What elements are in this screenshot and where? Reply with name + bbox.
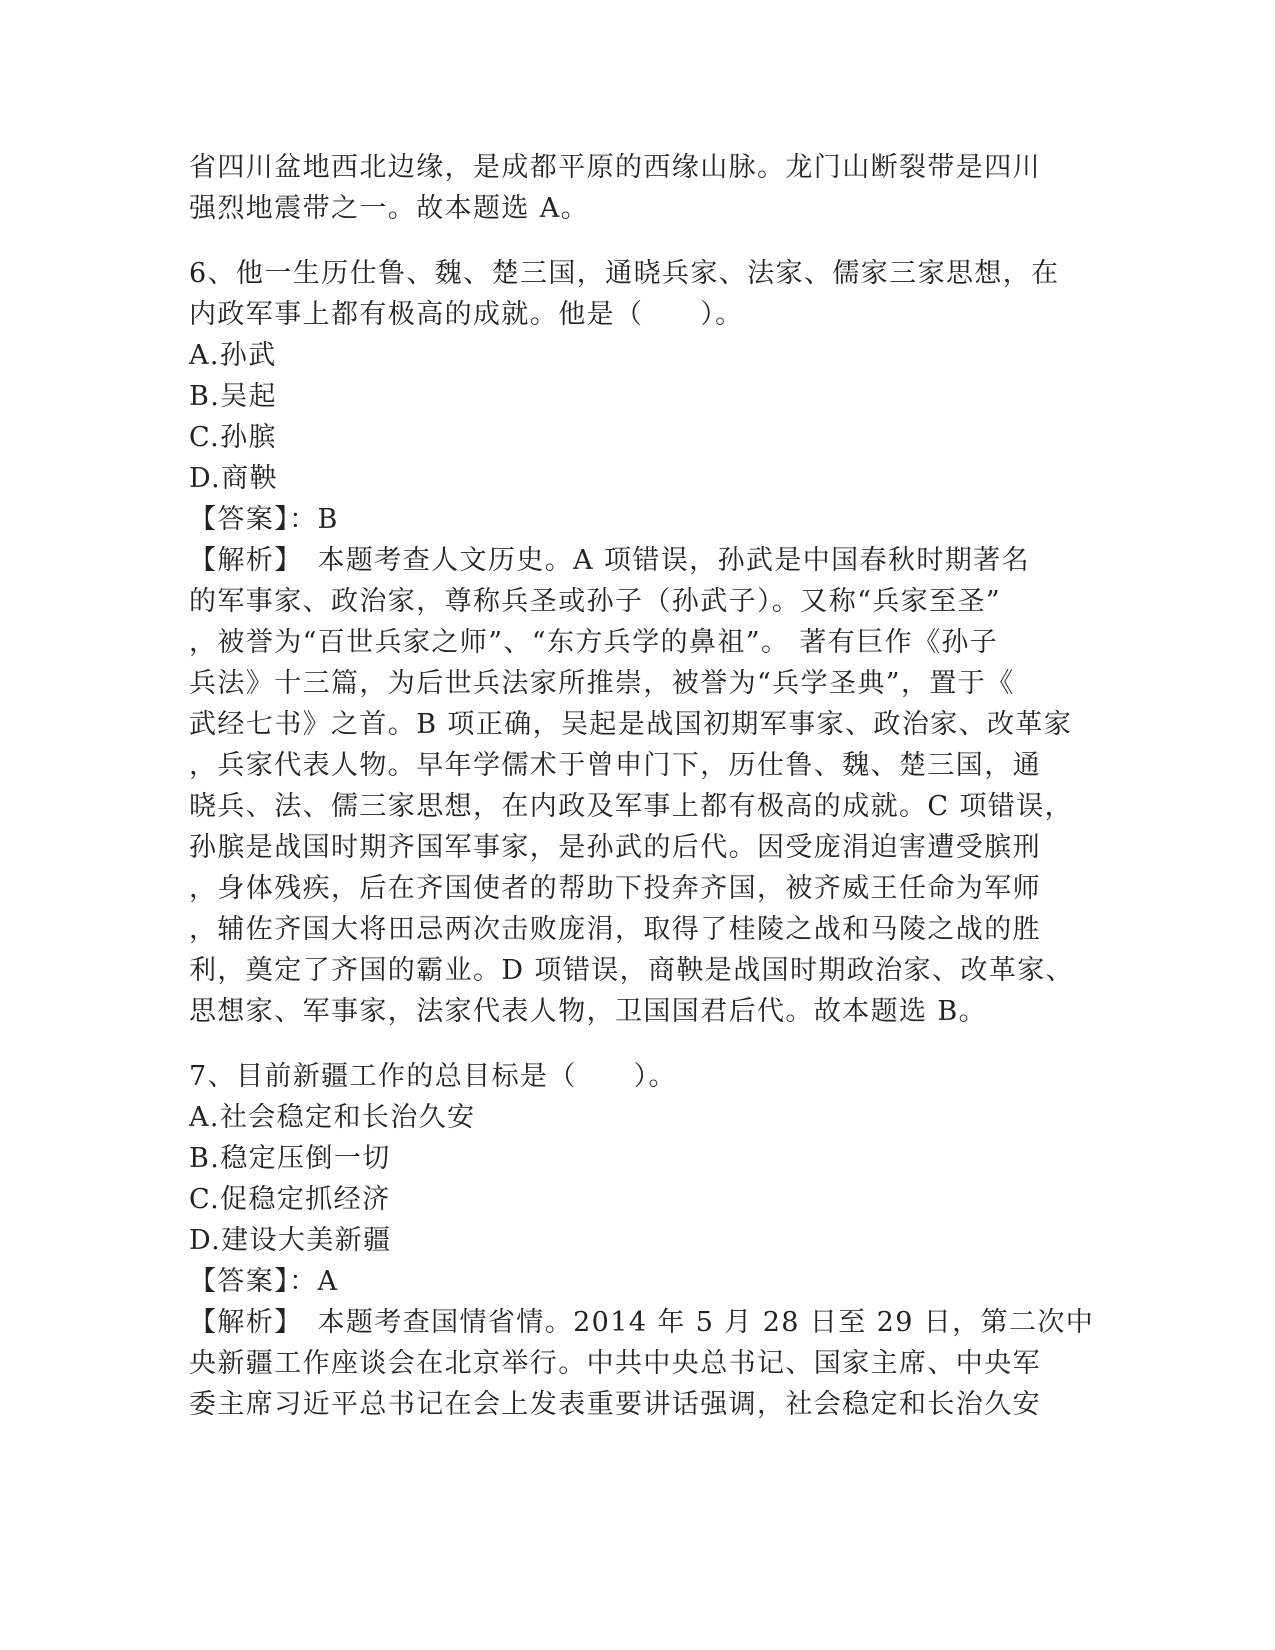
explanation-line: 省四川盆地西北边缘，是成都平原的西缘山脉。龙门山断裂带是四川 xyxy=(189,152,1041,183)
question-text-line: 内政军事上都有极高的成就。他是（ ）。 xyxy=(189,299,744,330)
option-b: B.吴起 xyxy=(189,381,278,412)
page-content xyxy=(189,147,1095,1425)
option-c: C.促稳定抓经济 xyxy=(189,1184,391,1215)
explanation-line: 【解析】 本题考查国情省情。2014 年 5 月 28 日至 29 日，第二次中 xyxy=(189,1307,1095,1338)
explanation-line: 孙膑是战国时期齐国军事家，是孙武的后代。因受庞涓迫害遭受膑刑 xyxy=(189,832,1041,863)
option-d: D.建设大美新疆 xyxy=(189,1225,392,1256)
explanation-line: ，辅佐齐国大将田忌两次击败庞涓，取得了桂陵之战和马陵之战的胜 xyxy=(189,914,1041,945)
explanation-line: ，身体残疾，后在齐国使者的帮助下投奔齐国，被齐威王任命为军师 xyxy=(189,873,1041,904)
q5-explanation-tail xyxy=(189,147,1089,229)
option-d: D.商鞅 xyxy=(189,463,278,494)
explanation-line: 【解析】 本题考查人文历史。A 项错误，孙武是中国春秋时期著名 xyxy=(189,545,1030,576)
explanation-line: 委主席习近平总书记在会上发表重要讲话强调，社会稳定和长治久安 xyxy=(189,1389,1041,1420)
explanation-line: 央新疆工作座谈会在北京举行。中共中央总书记、国家主席、中央军 xyxy=(189,1348,1041,1379)
explanation-line: 兵法》十三篇，为后世兵法家所推崇，被誉为“兵学圣典”，置于《 xyxy=(189,668,1015,699)
option-c: C.孙膑 xyxy=(189,422,277,453)
explanation-line: 晓兵、法、儒三家思想，在内政及军事上都有极高的成就。C 项错误， xyxy=(189,791,1074,822)
question-text-line: 7、目前新疆工作的总目标是（ ）。 xyxy=(189,1061,677,1092)
explanation-line: 思想家、军事家，法家代表人物，卫国国君后代。故本题选 B。 xyxy=(189,996,988,1027)
explanation-line: 的军事家、政治家，尊称兵圣或孙子（孙武子）。又称“兵家至圣” xyxy=(189,586,1002,617)
paragraph-gap xyxy=(189,1032,1089,1056)
question-6 xyxy=(189,253,1089,1032)
question-text-line: 6、他一生历仕鲁、魏、楚三国，通晓兵家、法家、儒家三家思想，在 xyxy=(189,258,1060,289)
explanation-line: 利，奠定了齐国的霸业。D 项错误，商鞅是战国时期政治家、改革家、 xyxy=(189,955,1075,986)
explanation-line: 武经七书》之首。B 项正确，吴起是战国初期军事家、政治家、改革家 xyxy=(189,709,1073,740)
option-a: A.孙武 xyxy=(189,340,277,371)
question-7 xyxy=(189,1056,1095,1425)
explanation-line: ，兵家代表人物。早年学儒术于曾申门下，历仕鲁、魏、楚三国，通 xyxy=(189,750,1041,781)
option-b: B.稳定压倒一切 xyxy=(189,1143,391,1174)
explanation-line: ，被誉为“百世兵家之师”、“东方兵学的鼻祖”。 著有巨作《孙子 xyxy=(189,627,999,658)
answer-line: 【答案】：A xyxy=(189,1266,339,1297)
option-a: A.社会稳定和长治久安 xyxy=(189,1102,476,1133)
answer-line: 【答案】：B xyxy=(189,504,339,535)
paragraph-gap xyxy=(189,229,1089,253)
explanation-line: 强烈地震带之一。故本题选 A。 xyxy=(189,193,590,224)
